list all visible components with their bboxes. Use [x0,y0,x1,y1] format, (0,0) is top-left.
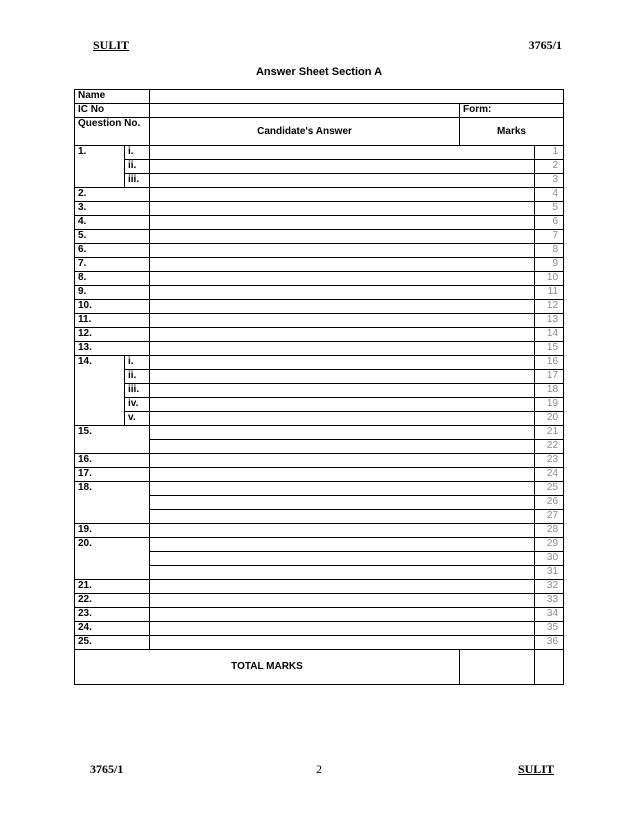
answer-row [75,272,564,286]
answer-cell[interactable] [150,216,535,230]
mark-slot-number: 16 [535,356,564,370]
answer-cell[interactable] [150,384,535,398]
mark-slot-number: 33 [535,594,564,608]
mark-slot-number: 29 [535,538,564,552]
question-number: 25. [75,636,150,650]
answer-row [75,356,564,370]
page-title: Answer Sheet Section A [255,66,383,78]
mark-slot-number: 18 [535,384,564,398]
question-number: 20. [75,538,150,580]
answer-row [75,454,564,468]
question-number: 10. [75,300,150,314]
page-number: 2 [316,762,322,776]
answer-cell[interactable] [150,286,535,300]
question-no-header: Question No. [75,118,150,146]
answer-cell[interactable] [150,146,535,160]
answer-sheet-body [75,90,564,685]
total-marks-label: TOTAL MARKS [75,650,460,685]
answer-cell[interactable] [150,244,535,258]
question-number: 18. [75,482,150,524]
answer-row [75,202,564,216]
answer-cell[interactable] [150,622,535,636]
mark-slot-number: 27 [535,510,564,524]
column-header-row [75,118,564,146]
answer-cell[interactable] [150,356,535,370]
ic-field[interactable] [150,104,460,118]
answer-cell[interactable] [150,454,535,468]
mark-slot-number: 20 [535,412,564,426]
mark-slot-number: 2 [535,160,564,174]
answer-cell[interactable] [150,370,535,384]
question-number: 2. [75,188,150,202]
answer-row [75,314,564,328]
footer-sulit: SULIT [517,762,554,776]
answer-cell[interactable] [150,230,535,244]
answer-cell[interactable] [150,524,535,538]
sub-question-number: i. [125,356,150,370]
mark-slot-number: 31 [535,566,564,580]
question-number: 16. [75,454,150,468]
answer-cell[interactable] [150,258,535,272]
answer-row [75,188,564,202]
mark-slot-number: 5 [535,202,564,216]
answer-row [75,216,564,230]
total-marks-blank [535,650,564,685]
answer-row [75,174,564,188]
ic-row [75,104,564,118]
question-number: 8. [75,272,150,286]
question-number: 5. [75,230,150,244]
mark-slot-number: 15 [535,342,564,356]
answer-cell[interactable] [150,202,535,216]
mark-slot-number: 30 [535,552,564,566]
mark-slot-number: 14 [535,328,564,342]
question-number: 6. [75,244,150,258]
sub-question-number: ii. [125,370,150,384]
mark-slot-number: 4 [535,188,564,202]
mark-slot-number: 34 [535,608,564,622]
answer-cell[interactable] [150,412,535,426]
question-number: 24. [75,622,150,636]
mark-slot-number: 25 [535,482,564,496]
answer-cell[interactable] [150,398,535,412]
mark-slot-number: 1 [535,146,564,160]
sub-question-number: i. [125,146,150,160]
header-sulit: SULIT [93,38,130,52]
mark-slot-number: 11 [535,286,564,300]
answer-row [75,370,564,384]
mark-slot-number: 6 [535,216,564,230]
mark-slot-number: 21 [535,426,564,440]
form-label: Form: [463,104,492,115]
answer-row [75,300,564,314]
answer-cell[interactable] [150,566,535,580]
mark-slot-number: 10 [535,272,564,286]
name-label: Name [75,90,150,104]
answer-row [75,636,564,650]
answer-row [75,580,564,594]
answer-cell[interactable] [150,468,535,482]
mark-slot-number: 17 [535,370,564,384]
question-number: 12. [75,328,150,342]
answer-row [75,412,564,426]
question-number: 7. [75,258,150,272]
mark-slot-number: 23 [535,454,564,468]
mark-slot-number: 22 [535,440,564,454]
question-number: 23. [75,608,150,622]
ic-label: IC No [75,104,150,118]
answer-row [75,622,564,636]
answer-cell[interactable] [150,510,535,524]
question-number: 15. [75,426,150,454]
question-number: 21. [75,580,150,594]
question-number: 3. [75,202,150,216]
answer-row [75,608,564,622]
answer-cell[interactable] [150,580,535,594]
answer-cell[interactable] [150,594,535,608]
sub-question-number: iv. [125,398,150,412]
answer-row [75,468,564,482]
answer-row [75,482,564,496]
question-number: 13. [75,342,150,356]
answer-row [75,398,564,412]
answer-row [75,426,564,440]
answer-row [75,594,564,608]
answer-cell[interactable] [150,160,535,174]
answer-row [75,384,564,398]
candidate-answer-header: Candidate's Answer [150,118,460,146]
question-number: 9. [75,286,150,300]
question-number: 17. [75,468,150,482]
name-field[interactable] [150,90,564,104]
mark-slot-number: 13 [535,314,564,328]
answer-cell[interactable] [150,188,535,202]
mark-slot-number: 24 [535,468,564,482]
answer-cell[interactable] [150,482,535,496]
answer-row [75,146,564,160]
question-number: 4. [75,216,150,230]
answer-cell[interactable] [150,440,535,454]
name-row [75,90,564,104]
sub-question-number: iii. [125,384,150,398]
sub-question-number: ii. [125,160,150,174]
question-number: 22. [75,594,150,608]
answer-cell[interactable] [150,552,535,566]
answer-cell[interactable] [150,328,535,342]
mark-slot-number: 26 [535,496,564,510]
question-number: 11. [75,314,150,328]
question-number: 1. [75,146,125,188]
mark-slot-number: 35 [535,622,564,636]
answer-cell[interactable] [150,538,535,552]
answer-cell[interactable] [150,636,535,650]
answer-row [75,538,564,552]
mark-slot-number: 8 [535,244,564,258]
answer-cell[interactable] [150,608,535,622]
answer-row [75,258,564,272]
answer-row [75,244,564,258]
answer-row [75,342,564,356]
answer-row [75,524,564,538]
mark-slot-number: 32 [535,580,564,594]
answer-row [75,230,564,244]
answer-cell[interactable] [150,300,535,314]
sub-question-number: v. [125,412,150,426]
mark-slot-number: 7 [535,230,564,244]
answer-cell[interactable] [150,314,535,328]
answer-cell[interactable] [150,496,535,510]
footer-paper-code: 3765/1 [90,762,124,776]
answer-row [75,160,564,174]
mark-slot-number: 28 [535,524,564,538]
header-paper-code: 3765/1 [528,38,562,52]
question-number: 14. [75,356,125,426]
marks-header: Marks [460,118,564,146]
answer-row [75,328,564,342]
sub-question-number: iii. [125,174,150,188]
total-marks-row [75,650,564,685]
form-field[interactable] [460,104,564,118]
mark-slot-number: 19 [535,398,564,412]
mark-slot-number: 3 [535,174,564,188]
answer-cell[interactable] [150,426,535,440]
answer-row [75,286,564,300]
answer-sheet-table [74,89,564,685]
total-marks-field[interactable] [460,650,535,685]
answer-cell[interactable] [150,342,535,356]
question-number: 19. [75,524,150,538]
mark-slot-number: 36 [535,636,564,650]
mark-slot-number: 12 [535,300,564,314]
answer-cell[interactable] [150,272,535,286]
mark-slot-number: 9 [535,258,564,272]
answer-cell[interactable] [150,174,535,188]
